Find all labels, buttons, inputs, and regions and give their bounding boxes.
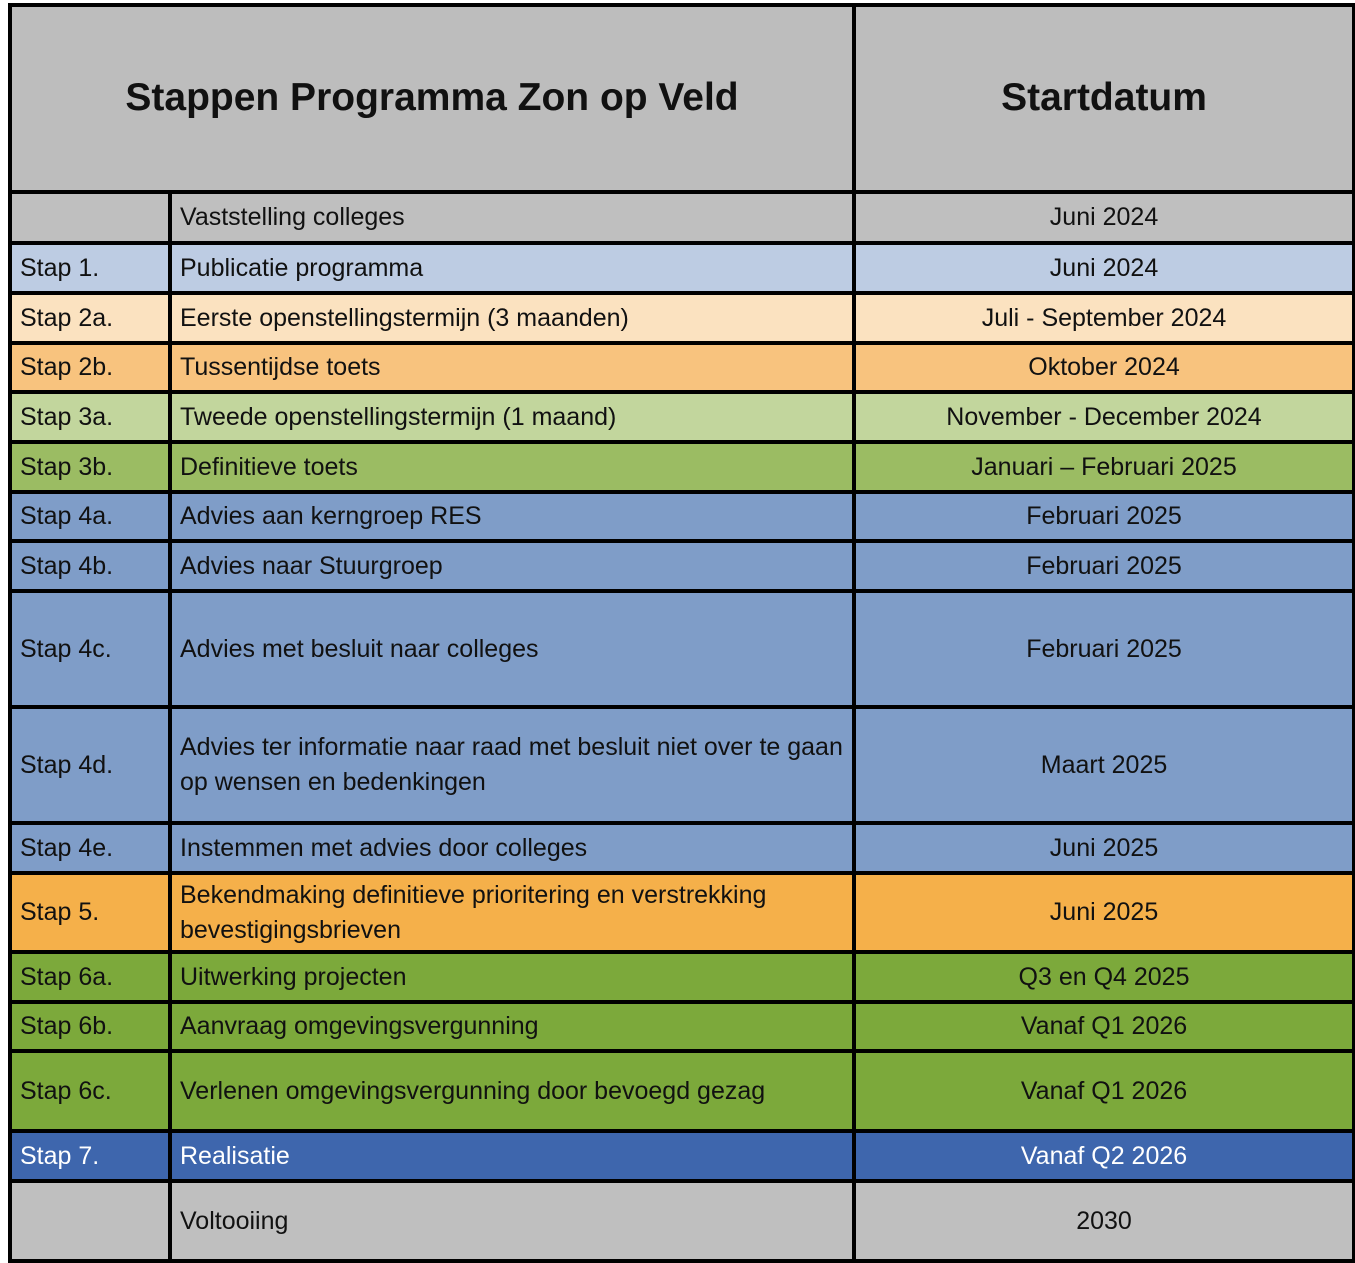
table-row: [10, 707, 1354, 823]
date-cell: Januari – Februari 2025: [854, 442, 1354, 492]
date-cell: Vanaf Q1 2026: [854, 1002, 1354, 1051]
table-row: [10, 1181, 1354, 1261]
date-cell: Februari 2025: [854, 541, 1354, 591]
description-cell: Vaststelling colleges: [170, 192, 854, 243]
description-cell: Advies naar Stuurgroep: [170, 541, 854, 591]
date-cell: Oktober 2024: [854, 343, 1354, 392]
step-cell: Stap 4e.: [10, 823, 170, 873]
date-cell: Februari 2025: [854, 591, 1354, 707]
table-row: [10, 1002, 1354, 1051]
date-cell: Maart 2025: [854, 707, 1354, 823]
date-column-header: Startdatum: [854, 5, 1354, 192]
description-cell: Tussentijdse toets: [170, 343, 854, 392]
step-cell: Stap 6c.: [10, 1051, 170, 1131]
step-cell: Stap 3b.: [10, 442, 170, 492]
date-cell: Juni 2025: [854, 823, 1354, 873]
step-cell: Stap 4d.: [10, 707, 170, 823]
table-row: [10, 192, 1354, 243]
description-cell: Realisatie: [170, 1131, 854, 1181]
description-cell: Eerste openstellingstermijn (3 maanden): [170, 293, 854, 343]
date-cell: Vanaf Q2 2026: [854, 1131, 1354, 1181]
description-cell: Advies ter informatie naar raad met besluit niet over te gaan op wensen en bedenkingen: [170, 707, 854, 823]
table-row: [10, 392, 1354, 442]
date-cell: Juni 2025: [854, 873, 1354, 952]
step-cell: Stap 4a.: [10, 492, 170, 541]
table-row: [10, 952, 1354, 1002]
step-cell: Stap 2b.: [10, 343, 170, 392]
date-cell: Q3 en Q4 2025: [854, 952, 1354, 1002]
step-cell: Stap 6b.: [10, 1002, 170, 1051]
step-cell: Stap 2a.: [10, 293, 170, 343]
table-row: [10, 591, 1354, 707]
description-cell: Aanvraag omgevingsvergunning: [170, 1002, 854, 1051]
step-cell: Stap 1.: [10, 243, 170, 293]
description-cell: Tweede openstellingstermijn (1 maand): [170, 392, 854, 442]
description-cell: Bekendmaking definitieve prioritering en verstrekking bevestigingsbrieven: [170, 873, 854, 952]
step-cell: [10, 1181, 170, 1261]
table-title: Stappen Programma Zon op Veld: [10, 5, 854, 192]
table-row: [10, 1051, 1354, 1131]
date-cell: November - December 2024: [854, 392, 1354, 442]
description-cell: Advies met besluit naar colleges: [170, 591, 854, 707]
table-row: [10, 442, 1354, 492]
steps-table: [8, 3, 1355, 1263]
description-cell: Instemmen met advies door colleges: [170, 823, 854, 873]
date-cell: Februari 2025: [854, 492, 1354, 541]
step-cell: Stap 4c.: [10, 591, 170, 707]
step-cell: Stap 4b.: [10, 541, 170, 591]
date-cell: 2030: [854, 1181, 1354, 1261]
table-row: [10, 541, 1354, 591]
date-cell: Vanaf Q1 2026: [854, 1051, 1354, 1131]
step-cell: Stap 7.: [10, 1131, 170, 1181]
step-cell: Stap 3a.: [10, 392, 170, 442]
date-cell: Juni 2024: [854, 192, 1354, 243]
table-header-row: [10, 5, 1354, 192]
description-cell: Voltooiing: [170, 1181, 854, 1261]
date-cell: Juli - September 2024: [854, 293, 1354, 343]
step-cell: Stap 5.: [10, 873, 170, 952]
table-row: [10, 873, 1354, 952]
table-row: [10, 1131, 1354, 1181]
description-cell: Uitwerking projecten: [170, 952, 854, 1002]
table-row: [10, 343, 1354, 392]
description-cell: Publicatie programma: [170, 243, 854, 293]
step-cell: [10, 192, 170, 243]
table-row: [10, 243, 1354, 293]
description-cell: Definitieve toets: [170, 442, 854, 492]
table-row: [10, 823, 1354, 873]
description-cell: Advies aan kerngroep RES: [170, 492, 854, 541]
table-row: [10, 492, 1354, 541]
date-cell: Juni 2024: [854, 243, 1354, 293]
table-row: [10, 293, 1354, 343]
step-cell: Stap 6a.: [10, 952, 170, 1002]
description-cell: Verlenen omgevingsvergunning door bevoegd gezag: [170, 1051, 854, 1131]
